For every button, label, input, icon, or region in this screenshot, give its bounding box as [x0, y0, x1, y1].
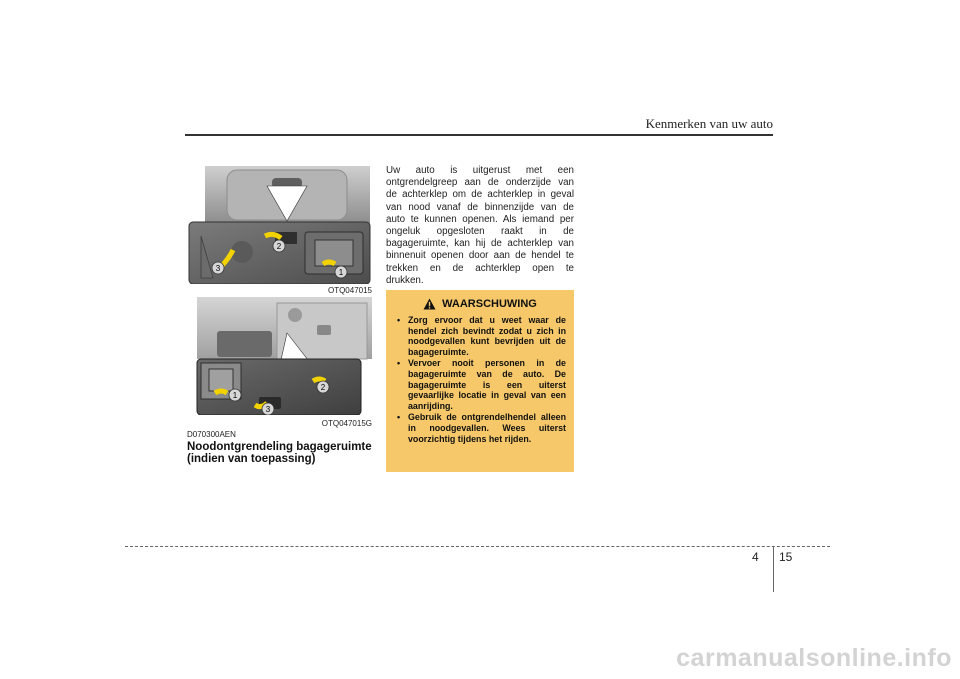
- warning-title: WAARSCHUWING: [442, 298, 537, 310]
- header-rule: [185, 134, 773, 136]
- callout-3-icon: [262, 403, 274, 415]
- section-code: D070300AEN: [187, 430, 236, 439]
- trunk-lid-illustration: [187, 297, 372, 415]
- callout-3-icon: [212, 262, 224, 274]
- svg-text:1: 1: [232, 391, 238, 400]
- body-line: drukken.: [386, 274, 424, 286]
- body-line: ongeluk opgesloten raakt in de: [386, 226, 574, 238]
- section-title-line: (indien van toepassing): [187, 453, 316, 465]
- figure-image: [187, 297, 372, 415]
- body-line: Uw auto is uitgerust met een: [386, 165, 574, 176]
- body-line: trekken en de achterklep open te: [386, 262, 574, 274]
- callout-1-icon: [229, 389, 241, 401]
- callout-2-icon: [317, 381, 329, 393]
- body-line: binnenuit openen door aan de hendel te: [386, 250, 574, 262]
- chapter-number: 4: [752, 550, 759, 564]
- header-title: Kenmerken van uw auto: [645, 116, 773, 131]
- footer-divider: [773, 546, 774, 592]
- body-line: de achterklep om de achterklep in geval: [386, 189, 574, 201]
- warning-item: • Vervoer nooit personen in de bagageruimte van de auto. De bagageruimte is een uiterst gevaarlijke locatie in geval van een aanrijding.: [394, 358, 566, 411]
- warning-item: • Zorg ervoor dat u weet waar de hendel zich bevindt zodat u zich in noodgevallen kunt bevrijden uit de bagageruimte.: [394, 315, 566, 357]
- svg-text:1: 1: [338, 268, 344, 277]
- warning-header: [394, 298, 566, 310]
- svg-text:3: 3: [215, 264, 221, 273]
- figure-code: OTQ047015G: [321, 419, 372, 428]
- body-paragraph: [386, 165, 574, 287]
- warning-box: [386, 290, 574, 472]
- trunk-lid-illustration: [187, 166, 372, 284]
- warning-item: • Gebruik de ontgrendelhendel alleen in noodgevallen. Wees uiterst voorzichtig tijdens het rijden.: [394, 412, 566, 444]
- figure-type-a: [187, 166, 372, 298]
- body-line: ontgrendelgreep aan de onderzijde van: [386, 177, 574, 189]
- body-line: bagageruimte, kan hij de achterklep van: [386, 238, 574, 250]
- page-number: 15: [779, 550, 793, 564]
- figure-code: OTQ047015: [327, 286, 372, 295]
- body-line: auto te kunnen openen. Als iemand per: [386, 213, 574, 225]
- svg-text:3: 3: [265, 405, 271, 414]
- callout-1-icon: [335, 266, 347, 278]
- body-line: van nood vanaf de binnenzijde van de: [386, 201, 574, 213]
- watermark: carmanualsonline.info: [676, 644, 952, 672]
- svg-text:2: 2: [320, 383, 326, 392]
- warning-list: [394, 315, 566, 444]
- warning-triangle-icon: [423, 298, 436, 310]
- footer-rule: [125, 546, 830, 547]
- svg-text:2: 2: [276, 242, 282, 251]
- section-title: [187, 441, 377, 465]
- callout-2-icon: [273, 240, 285, 252]
- figure-image: [187, 166, 372, 284]
- figure-type-b: [187, 297, 372, 427]
- section-title-line: Noodontgrendeling bagageruimte: [187, 441, 372, 453]
